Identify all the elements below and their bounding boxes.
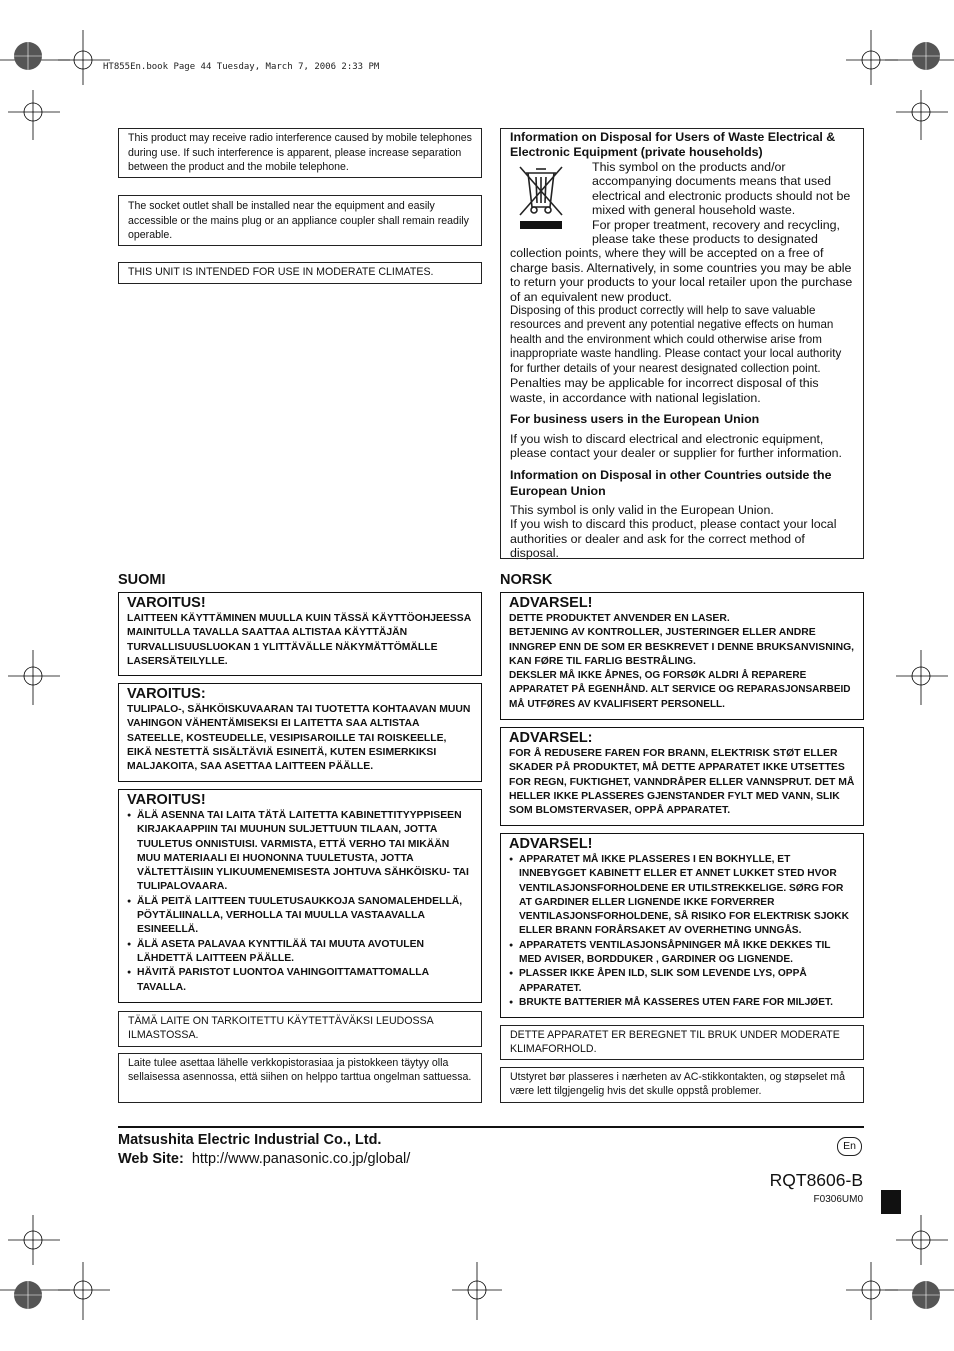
website-line	[118, 1151, 410, 1167]
language-badge-text: En	[843, 1140, 856, 1152]
warning-title: VAROITUS:	[127, 686, 206, 702]
weee-other-text-1: This symbol is only valid in the European Union.	[510, 502, 774, 517]
list-item: ● APPARATET MÅ IKKE PLASSERES I EN BOKHYLLE, ET INNEBYGGET KABINETT ELLER ET ANNET LUKKET STED HVOR VENTILASJONSFORHOLDENE ER UTILSTREKKELIGE. SØRG FOR AT GARDINER ELLER LIGNENDE IKKE FORVERRER VENTILASJONSFORHOLDENE, SÅ RISIKO FOR ELEKTRISK SJOKK ELLER BRANN FORÅRSAKET AV OVERHETING UNNGÅS.	[509, 853, 855, 939]
website-url[interactable]: http://www.panasonic.co.jp/global/	[191, 1151, 411, 1167]
warning-title: VAROITUS!	[127, 595, 206, 611]
warning-text: BETJENING AV KONTROLLER, JUSTERINGER ELLER ANDRE INNGREP ENN DE SOM ER BESKREVET I DENNE BRUKSANVISNING, KAN FØRE TIL FARLIG BESTRÅLING.	[509, 627, 855, 667]
notice-mobile-interference	[118, 128, 482, 178]
warning-text: LAITTEEN KÄYTTÄMINEN MUULLA KUIN TÄSSÄ KÄYTTÖOHJEESSA MAINITULLA TAVALLA SAATTAA ALTISTAA KÄYTTÄJÄN TURVALLISUUSLUOKAN 1 YLITTÄVÄLLE NÄKYMÄTTÖMÄLLE LASERSÄTEILYLLE.	[127, 613, 471, 667]
list-item: ● ÄLÄ PEITÄ LAITTEEN TUULETUSAUKKOJA SANOMALEHDELLÄ, PÖYTÄLIINALLA, VERHOLLA TAI MUULLA VASTAAVALLA ESINEELLÄ.	[127, 895, 473, 938]
note-text: Utstyret bør plasseres i nærheten av AC-stikkontakten, og støpselet må være lett tilgjengelig hvis det skulle oppstå problemer.	[510, 1071, 846, 1097]
suomi-warning-laser	[118, 592, 482, 676]
weee-disposal-box	[500, 128, 864, 559]
warning-text: FOR Å REDUSERE FAREN FOR BRANN, ELEKTRISK STØT ELLER SKADER PÅ PRODUKTET, MÅ DETTE APPARATET IKKE UTSETTES FOR REGN, FUKTIGHET, VANNDRÅPER ELLER VANNSPRUT. DET MÅ HELLER IKKE PLASSERES GJENSTANDER FYLT MED VANN, SLIK SOM BLOMSTERVASER, OPPÅ APPARATET.	[509, 748, 855, 817]
warning-title: ADVARSEL!	[509, 836, 593, 852]
warning-text: TULIPALO-, SÄHKÖISKUVAARAN TAI TUOTETTA KOHTAAVAN MUUN VAHINGON VÄHENTÄMISEKSI EI LAITETTA SAA ALTISTAA SATEELLE, KOSTEUDELLE, VESIPISAROILLE TAI ROISKEELLE, EIKÄ NESTETTÄ SISÄLTÄVIÄ ESINEITÄ, KUTEN ESIMERKIKSI MALJAKOITA, SAA ASETTAA LAITTEEN PÄÄLLE.	[127, 704, 471, 773]
suomi-warning-fire	[118, 683, 482, 782]
print-code: F0306UM0	[813, 1194, 863, 1205]
warning-title: VAROITUS!	[127, 792, 206, 808]
website-label: Web Site:	[118, 1151, 184, 1167]
weee-para-4: Penalties may be applicable for incorrect disposal of this waste, in accordance with national legislation.	[510, 376, 819, 405]
list-item: ● ÄLÄ ASETA PALAVAA KYNTTILÄÄ TAI MUUTA AVOTULEN LÄHDETTÄ LAITTEEN PÄÄLLE.	[127, 938, 473, 967]
suomi-warning-ventilation	[118, 789, 482, 1003]
notice-socket-outlet	[118, 195, 482, 246]
suomi-note-climate	[118, 1011, 482, 1047]
norsk-warning-laser	[500, 592, 864, 720]
norsk-note-socket	[500, 1067, 864, 1103]
weee-para-3: Disposing of this product correctly will help to save valuable resources and prevent any potential negative effects on human health and the environment which could otherwise arise from inappropriate waste handling. Please contact your local authority for further details of your nearest designated collection point.	[510, 304, 842, 375]
notice-text: The socket outlet shall be installed near the equipment and easily accessible or the mains plug or an appliance coupler shall remain readily operable.	[128, 200, 469, 241]
norsk-warning-fire	[500, 727, 864, 826]
norsk-warning-ventilation	[500, 833, 864, 1018]
notice-text: THIS UNIT IS INTENDED FOR USE IN MODERATE CLIMATES.	[128, 266, 434, 278]
warning-list	[127, 809, 473, 995]
note-text: Laite tulee asettaa lähelle verkkopistorasiaa ja pistokkeen täytyy olla sellaisessa asennossa, että siihen on helppo tarttua ongelman sattuessa.	[128, 1057, 472, 1083]
note-text: DETTE APPARATET ER BEREGNET TIL BRUK UNDER MODERATE KLIMAFORHOLD.	[510, 1029, 840, 1055]
weee-business-title: For business users in the European Union	[510, 411, 760, 426]
list-item: ● APPARATETS VENTILASJONSÅPNINGER MÅ IKKE DEKKES TIL MED AVISER, BORDDUKER , GARDINER OG LIGNENDE.	[509, 939, 855, 968]
weee-business-text: If you wish to discard electrical and electronic equipment, please contact your dealer or supplier for further information.	[510, 431, 842, 461]
warning-text: DETTE PRODUKTET ANVENDER EN LASER.	[509, 613, 730, 624]
list-item: ● ÄLÄ ASENNA TAI LAITA TÄTÄ LAITETTA KABINETTITYYPPISEEN KIRJAKAAPPIIN TAI MUUHUN SULJETTUUN TILAAN, JOTTA TUULETUS ONNISTUISI. VARMISTA, ETTÄ VERHO TAI MIKÄÄN MUU MATERIAALI EI HUONONNA TUULETUSTA, JOTTA VÄLTETTÄISIIN YLIKUUMENEMISESTA JOHTUVA SÄHKÖISKU- TAI TULIPALOVAARA.	[127, 809, 473, 895]
suomi-note-socket	[118, 1053, 482, 1103]
weee-symbol-icon	[516, 163, 572, 233]
notice-text: This product may receive radio interference caused by mobile telephones during use. If such interference is apparent, please increase separation between the product and the mobile telephone.	[128, 132, 472, 173]
warning-text: DEKSLER MÅ IKKE ÅPNES, OG FORSØK ALDRI Å REPARERE APPARATET PÅ EGENHÅND. ALT SERVICE OG REPARASJONSARBEID MÅ UTFØRES AV KVALIFISERT PERSONELL.	[509, 670, 851, 710]
weee-para-2: For proper treatment, recovery and recycling, please take these products to designated collection points, where they will be accepted on a free of charge basis. Alternatively, in some countries you may be able to return your products to your local retailer upon the purchase of an equivalent new product.	[510, 217, 853, 304]
list-item: ● PLASSER IKKE ÅPEN ILD, SLIK SOM LEVENDE LYS, OPPÅ APPARATET.	[509, 967, 855, 996]
footer-rule	[118, 1126, 864, 1128]
warning-title: ADVARSEL:	[509, 730, 593, 746]
list-item: ● BRUKTE BATTERIER MÅ KASSERES UTEN FARE FOR MILJØET.	[509, 996, 855, 1010]
norsk-heading: NORSK	[500, 572, 553, 588]
weee-para-1: This symbol on the products and/or accompanying documents means that used electrical and electronic products should not be mixed with general household waste.	[592, 160, 851, 218]
weee-title: Information on Disposal for Users of Waste Electrical & Electronic Equipment (private households)	[510, 130, 836, 159]
warning-title: ADVARSEL!	[509, 595, 593, 611]
weee-other-text-2: If you wish to discard this product, please contact your local authorities or dealer and ask for the correct method of disposal.	[510, 517, 837, 560]
company-name: Matsushita Electric Industrial Co., Ltd.	[118, 1132, 382, 1148]
page-edge-tab	[881, 1190, 901, 1214]
language-badge	[837, 1137, 862, 1156]
document-code: RQT8606-B	[769, 1170, 863, 1190]
book-header: HT855En.book Page 44 Tuesday, March 7, 2006 2:33 PM	[103, 62, 380, 72]
warning-list	[509, 853, 855, 1010]
weee-other-title: Information on Disposal in other Countries outside the European Union	[510, 467, 832, 498]
suomi-heading: SUOMI	[118, 572, 166, 588]
norsk-note-climate	[500, 1025, 864, 1060]
notice-moderate-climates	[118, 262, 482, 284]
list-item: ● HÄVITÄ PARISTOT LUONTOA VAHINGOITTAMATTOMALLA TAVALLA.	[127, 966, 473, 995]
note-text: TÄMÄ LAITE ON TARKOITETTU KÄYTETTÄVÄKSI LEUDOSSA ILMASTOSSA.	[128, 1015, 434, 1041]
